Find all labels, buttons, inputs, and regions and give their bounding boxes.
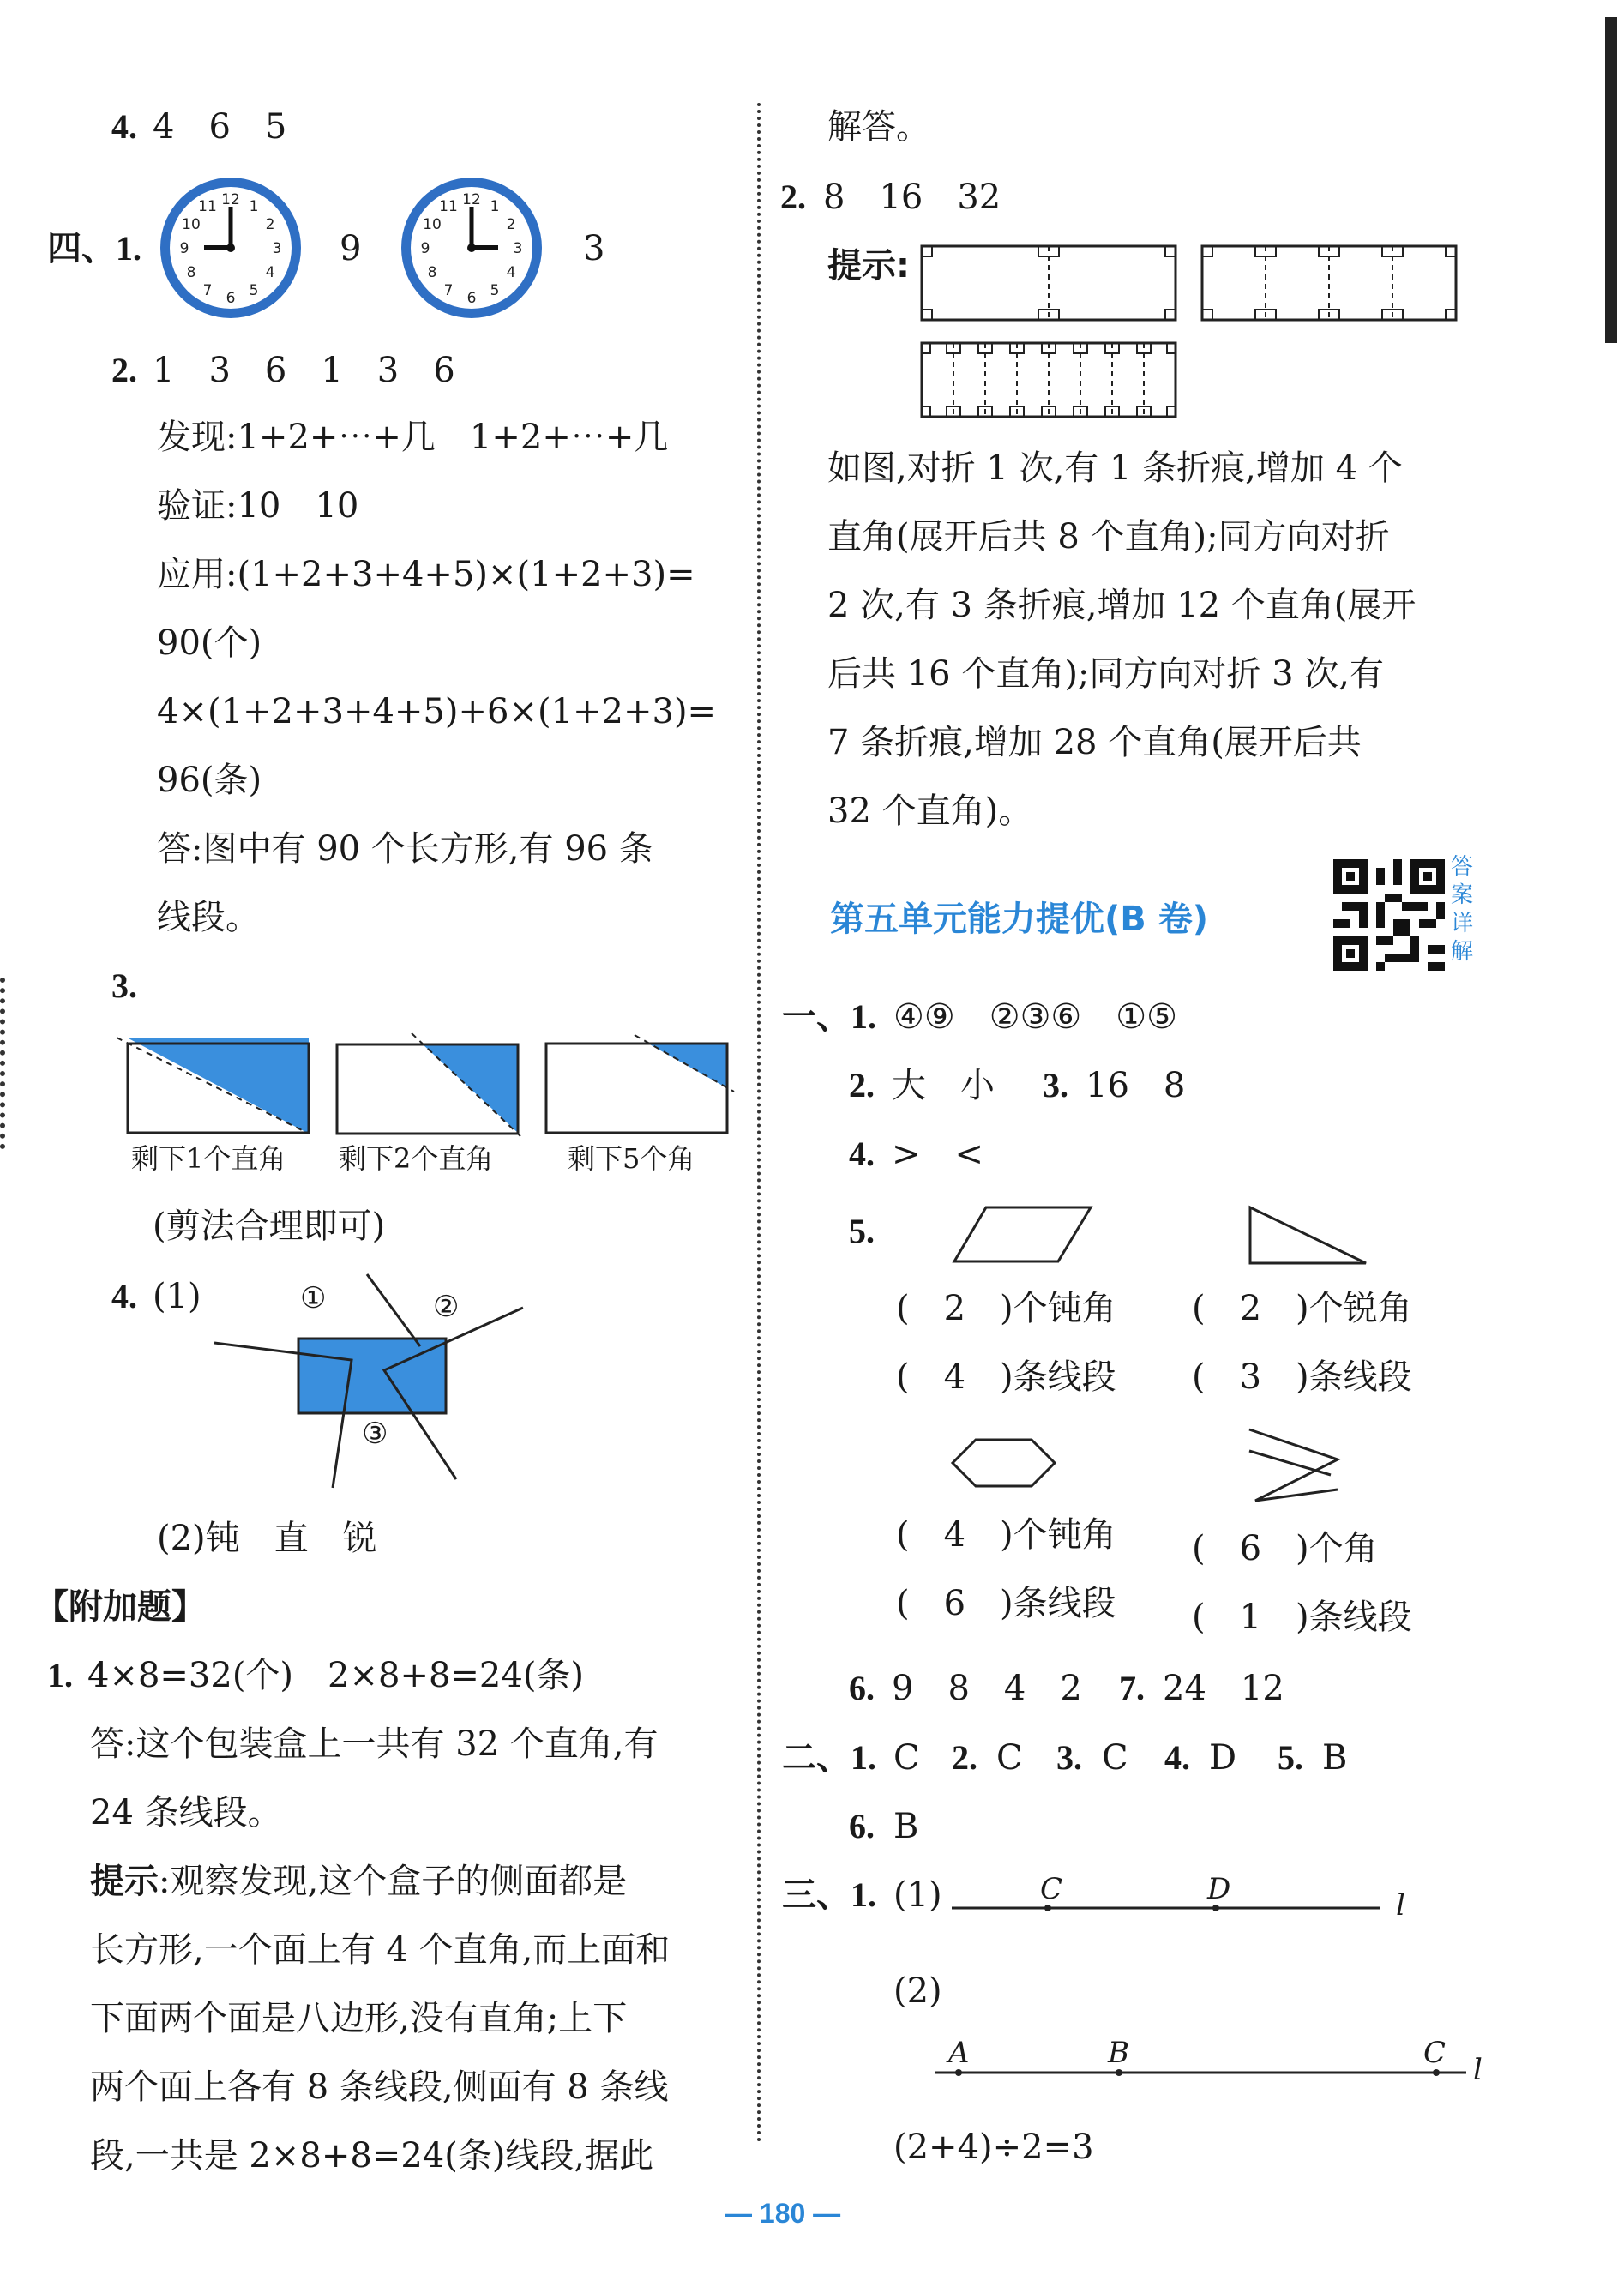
section-4-label: 四、1.: [47, 229, 141, 268]
sec1-q2-number: 2.: [849, 1066, 875, 1104]
sec2-q1-answer: C: [893, 1738, 920, 1778]
bonus-hint-1: :观察发现,这个盒子的侧面都是: [159, 1862, 628, 1901]
svg-text:6: 6: [226, 290, 236, 307]
svg-text:5: 5: [490, 282, 500, 299]
qr-caption: 答案详解: [1450, 854, 1473, 965]
bonus-heading: 【附加题】: [34, 1587, 206, 1626]
q2-answers: 1 3 6 1 3 6: [153, 351, 455, 390]
sec1-q4-answers: > <: [892, 1134, 984, 1174]
svg-text:3: 3: [513, 240, 523, 257]
midpoint-calculation: (2+4)÷2=3: [893, 2128, 1094, 2167]
sec1-q2-answers: 大 小: [892, 1066, 995, 1105]
page-number: — 180 —: [725, 2198, 841, 2229]
cut-caption-3: 剩下5个角: [568, 1142, 695, 1175]
svg-text:9: 9: [179, 240, 189, 257]
explanation-line-6: 32 个直角)。: [827, 791, 1033, 831]
q4b-part-1: (1): [153, 1277, 201, 1316]
svg-text:8: 8: [186, 264, 196, 281]
svg-text:2: 2: [265, 216, 275, 233]
sec2-q6-answer: B: [893, 1807, 919, 1846]
sec1-q6-answers: 9 8 4 2: [892, 1669, 1082, 1708]
svg-text:1: 1: [490, 198, 500, 215]
svg-text:1: 1: [249, 198, 259, 215]
triangle-segments: ( 3 )条线段: [1192, 1357, 1412, 1397]
r-q2-number: 2.: [780, 178, 806, 216]
angle-label-3: ③: [362, 1417, 388, 1451]
sec2-q5-answer: B: [1322, 1738, 1348, 1778]
clock-1-answer: 9: [340, 229, 362, 268]
sec2-q6-number: 6.: [849, 1807, 875, 1845]
cut-caption-1: 剩下1个直角: [131, 1142, 286, 1175]
sec1-q3-number: 3.: [1043, 1066, 1068, 1104]
line-cd: [952, 1899, 1389, 1917]
q4b-part-2-answer: (2)钝 直 锐: [157, 1519, 377, 1558]
svg-text:11: 11: [198, 198, 217, 215]
column-separator: [757, 103, 761, 2144]
clock-9-oclock: [157, 174, 304, 322]
r-q2-answers: 8 16 32: [823, 178, 1001, 217]
clock-2-answer: 3: [583, 229, 605, 268]
sec2-q4-number: 4.: [1164, 1738, 1190, 1777]
line-abc: [935, 2064, 1475, 2081]
svg-text:6: 6: [466, 290, 477, 307]
line-l-label-2: l: [1473, 2053, 1483, 2087]
svg-text:2: 2: [506, 216, 516, 233]
sec1-q7-answers: 24 12: [1163, 1669, 1284, 1708]
verify-line: 验证:10 10: [157, 486, 359, 526]
cut-rectangle-1: [127, 1038, 311, 1136]
explanation-line-4: 后共 16 个直角);同方向对折 3 次,有: [827, 654, 1385, 694]
apply-line-3: 4×(1+2+3+4+5)+6×(1+2+3)=: [157, 692, 717, 731]
shape-z-lines: [1245, 1425, 1341, 1504]
zline-angles: ( 6 )个角: [1192, 1529, 1378, 1568]
explanation-line-1: 如图,对折 1 次,有 1 条折痕,增加 4 个: [827, 448, 1403, 488]
apply-line-2: 90(个): [157, 623, 262, 663]
point-b-label: B: [1108, 2036, 1129, 2070]
left-margin-dots: [0, 978, 5, 1149]
sec1-q3-answers: 16 8: [1086, 1066, 1186, 1105]
shape-right-triangle: [1248, 1205, 1369, 1267]
point-c-label-1: C: [1040, 1872, 1063, 1906]
angle-label-1: ①: [300, 1281, 327, 1315]
sec1-label: 一、1.: [782, 997, 876, 1036]
r-hint-label: 提示:: [827, 246, 910, 286]
bonus-answer-1: 答:这个包装盒上一共有 32 个直角,有: [90, 1724, 659, 1764]
svg-text:4: 4: [506, 264, 516, 281]
sec1-q7-number: 7.: [1119, 1669, 1145, 1707]
sec1-q4-number: 4.: [849, 1134, 875, 1173]
svg-text:7: 7: [443, 282, 454, 299]
sec1-q5-number: 5.: [849, 1212, 875, 1250]
q4-number: 4.: [111, 107, 137, 146]
sec3-label: 三、1.: [782, 1875, 876, 1914]
hexagon-obtuse: ( 4 )个钝角: [896, 1515, 1116, 1555]
bonus-answer-2: 24 条线段。: [90, 1793, 282, 1833]
parallelogram-obtuse: ( 2 )个钝角: [896, 1289, 1116, 1328]
angle-label-2: ②: [433, 1290, 460, 1324]
bonus-hint-3: 下面两个面是八边形,没有直角;上下: [90, 1999, 628, 2038]
fold-diagram-3: [920, 341, 1177, 418]
apply-line-1: 应用:(1+2+3+4+5)×(1+2+3)=: [157, 555, 695, 594]
sec2-q2-number: 2.: [952, 1738, 977, 1777]
hexagon-segments: ( 6 )条线段: [896, 1584, 1116, 1623]
svg-text:5: 5: [249, 282, 259, 299]
q2-number: 2.: [111, 351, 137, 389]
cut-rectangle-2: [336, 1044, 520, 1136]
angle-lines: [214, 1269, 532, 1492]
sec2-q5-number: 5.: [1278, 1738, 1303, 1777]
qr-code[interactable]: [1333, 859, 1445, 971]
cut-note: (剪法合理即可): [153, 1207, 386, 1246]
line-l-label-1: l: [1396, 1888, 1405, 1923]
svg-text:3: 3: [272, 240, 282, 257]
point-a-label: A: [948, 2036, 970, 2070]
svg-text:9: 9: [420, 240, 430, 257]
parallelogram-segments: ( 4 )条线段: [896, 1357, 1116, 1397]
q4b-number: 4.: [111, 1277, 137, 1315]
sec2-q3-number: 3.: [1056, 1738, 1082, 1777]
bonus-1-formula: 4×8=32(个) 2×8+8=24(条): [87, 1656, 585, 1695]
svg-text:10: 10: [182, 216, 201, 233]
shape-hexagon: [950, 1437, 1057, 1489]
bonus-hint-5: 段,一共是 2×8+8=24(条)线段,据此: [90, 2136, 654, 2176]
triangle-acute: ( 2 )个锐角: [1192, 1289, 1412, 1328]
bonus-1-number: 1.: [47, 1656, 73, 1694]
svg-text:4: 4: [265, 264, 275, 281]
continued-text: 解答。: [827, 107, 930, 147]
zline-segments: ( 1 )条线段: [1192, 1598, 1412, 1637]
explanation-line-2: 直角(展开后共 8 个直角);同方向对折: [827, 517, 1390, 557]
explanation-line-5: 7 条折痕,增加 28 个直角(展开后共: [827, 723, 1362, 762]
bonus-hint-2: 长方形,一个面上有 4 个直角,而上面和: [90, 1930, 671, 1970]
svg-text:8: 8: [427, 264, 437, 281]
sec2-q3-answer: C: [1102, 1738, 1128, 1778]
bonus-hint-label: 提示: [90, 1862, 159, 1901]
shape-parallelogram: [952, 1205, 1093, 1265]
svg-text:7: 7: [202, 282, 213, 299]
point-c-label-2: C: [1423, 2036, 1447, 2070]
sec3-part-1: (1): [893, 1875, 942, 1915]
answer-line-1: 答:图中有 90 个长方形,有 96 条: [157, 829, 653, 869]
cut-caption-2: 剩下2个直角: [339, 1142, 494, 1175]
sec1-q6-number: 6.: [849, 1669, 875, 1707]
bonus-hint-4: 两个面上各有 8 条线段,侧面有 8 条线: [90, 2067, 669, 2107]
svg-text:12: 12: [462, 191, 481, 208]
svg-text:12: 12: [221, 191, 240, 208]
fold-diagram-1: [920, 244, 1177, 322]
cut-rectangle-3: [545, 1035, 734, 1138]
svg-text:11: 11: [439, 198, 458, 215]
apply-line-4: 96(条): [157, 761, 262, 800]
sec1-q1-answers: ④⑨ ②③⑥ ①⑤: [893, 997, 1178, 1037]
sec3-part-2: (2): [893, 1971, 942, 2011]
q3-number: 3.: [111, 966, 137, 1005]
q4-answers: 4 6 5: [153, 107, 287, 147]
explanation-line-3: 2 次,有 3 条折痕,增加 12 个直角(展开: [827, 586, 1416, 625]
fold-diagram-2: [1200, 244, 1458, 322]
answer-line-2: 线段。: [157, 898, 260, 937]
point-d-label: D: [1207, 1872, 1231, 1906]
clock-3-oclock: [398, 174, 545, 322]
unit-heading: 第五单元能力提优(B 卷): [830, 900, 1208, 939]
sec2-q2-answer: C: [996, 1738, 1023, 1778]
svg-text:10: 10: [423, 216, 442, 233]
find-line: 发现:1+2+⋯+几 1+2+⋯+几: [157, 418, 669, 457]
page-spine: [1605, 17, 1617, 343]
sec2-label: 二、1.: [782, 1738, 876, 1777]
sec2-q4-answer: D: [1209, 1738, 1237, 1778]
